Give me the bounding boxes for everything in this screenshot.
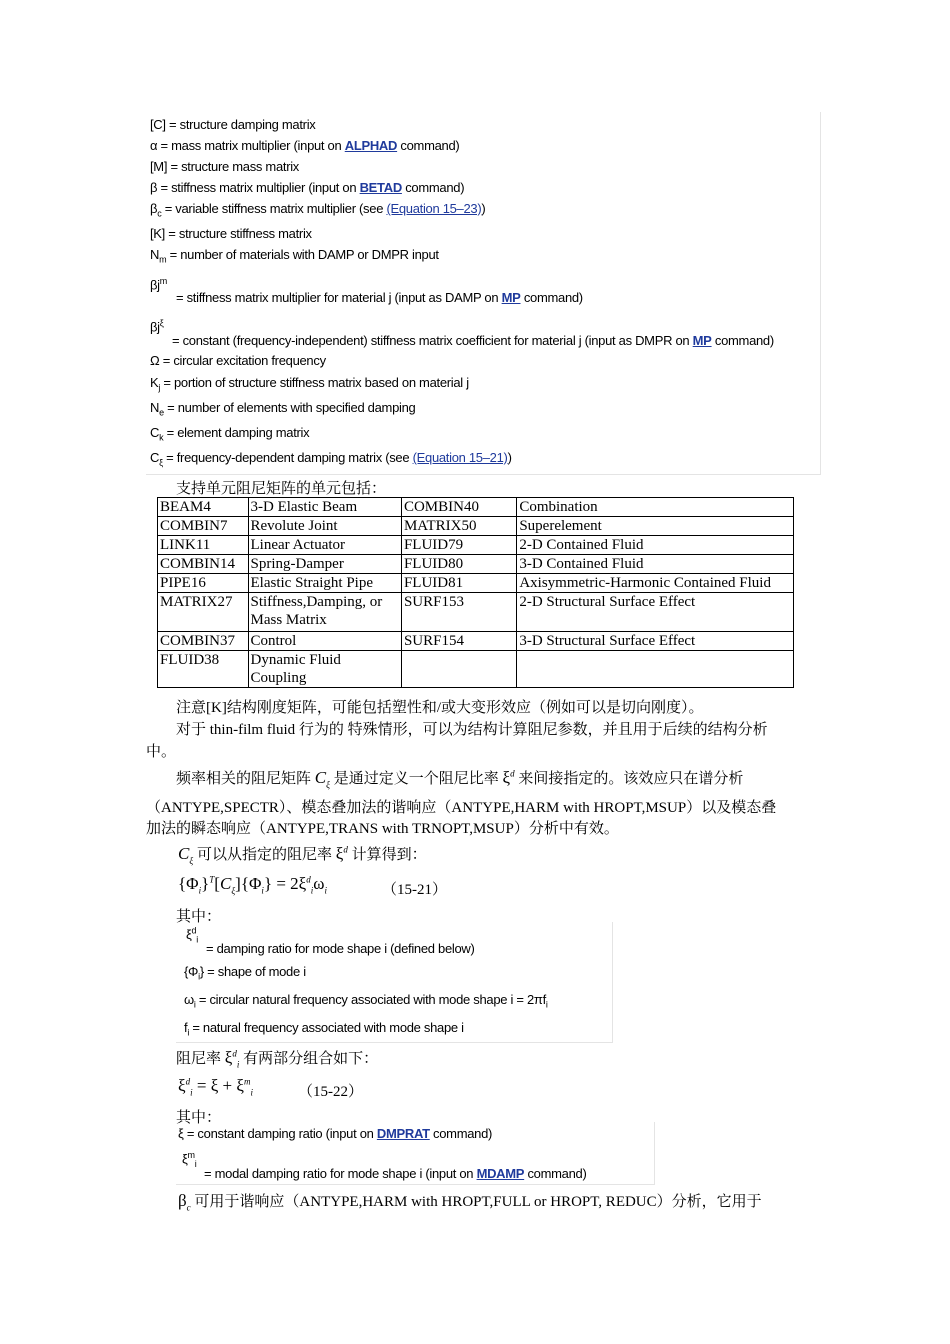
freq-paragraph-3: 加法的瞬态响应（ANTYPE,TRANS with TRNOPT,MSUP）分析中有效。 [146,821,619,837]
def-text: = number of materials with DAMP or DMPR input [166,247,439,262]
table-row [158,651,794,688]
equation-15-21-label: （15-21） [382,882,447,898]
def-text: = constant (frequency-independent) stiffness matrix coefficient for material j (input as DMPR on [172,333,693,348]
xi-d-symbol-2: $\xi^d$ [335,844,348,863]
def-text: command) [401,180,465,195]
def-text: C [150,425,160,440]
def-line [150,226,312,241]
table-cell: Spring-Damper [248,555,401,574]
table-cell: 3-D Structural Surface Effect [517,632,794,651]
def-text: j [158,382,161,393]
def-text: ξ [159,318,164,328]
table-cell: Elastic Straight Pipe [248,574,401,593]
table-cell: FLUID38 [158,651,249,688]
def-xi-m-text: = modal damping ratio for mode shape i (input on MDAMP command) [204,1166,587,1181]
freq-text-c: 来间接指定的。该效应只在谱分析 [518,771,744,787]
def-text: m [159,254,167,265]
table-cell: COMBIN14 [158,555,249,574]
table-cell: Superelement [517,517,794,536]
table-cell: 3-D Elastic Beam [248,498,401,517]
table-row [158,498,794,517]
def-text: [M] = structure mass matrix [150,159,300,174]
def-text: [K] = structure stiffness matrix [150,226,312,241]
table-cell: LINK11 [158,536,249,555]
def-line [150,400,415,418]
freq-paragraph-2: （ANTYPE,SPECTR）、模态叠加法的谐响应（ANTYPE,HARM with HROPT,MSUP）以及模态叠 [146,800,777,816]
table-cell [401,651,516,688]
table-row [158,632,794,651]
table-cell: Revolute Joint [248,517,401,536]
def-text: m [159,276,167,286]
equation-15-22: $\xi^d_i = \xi + \xi^m_i$ [178,1076,253,1098]
def-line [150,318,164,334]
def-text: N [150,400,160,415]
def-line [150,117,315,132]
table-cell [517,651,794,688]
table-intro: 支持单元阻尼矩阵的单元包括： [176,481,387,497]
where-label-1: 其中： [176,909,222,925]
def-line [172,333,774,348]
def-omega: $\omega_i$ = circular natural frequency associated with mode shape $i = 2\pi f_i$ [184,992,548,1010]
equation-15-22-label: （15-22） [298,1084,363,1100]
freq-text-b: 是通过定义一个阻尼比率 [333,771,499,787]
equation-15-21: $\{\Phi_i\}^T[C_\xi]\{\Phi_i\} = 2\xi^d_i\omega_i$ [178,874,327,896]
command-link[interactable]: ALPHAD [344,138,398,153]
xi-d-i-symbol: $\xi^d_i$ [224,1048,240,1070]
def-text: β [150,201,158,216]
table-cell: COMBIN37 [158,632,249,651]
c-xi-symbol: $C_\xi$ [314,768,330,790]
table-cell: MATRIX27 [158,593,249,632]
def-xi-constant: ξ = constant damping ratio (input on DMPRAT command) [178,1126,493,1141]
def-text: = stiffness matrix multiplier for material j (input as DAMP on [176,290,502,305]
def-line [150,159,299,174]
command-link[interactable]: (Equation 15–21) [412,450,508,465]
def-f: $f_i$ = natural frequency associated with mode shape i [184,1020,464,1038]
def-text: C [150,450,160,465]
calc-text-2: 计算得到： [351,847,427,863]
beta-c-line [178,1190,762,1212]
def-text: ) [481,201,486,216]
table-row [158,536,794,555]
thin-film-paragraph-1: 对于 thin-film fluid 行为的 特殊情形，可以为结构计算阻尼参数，并且用于后续的结构分析 [176,722,768,738]
table-cell: Combination [517,498,794,517]
def-text: N [150,247,160,262]
def-text: c [157,208,162,219]
def-text: = frequency-dependent damping matrix (see [162,450,413,465]
def-xi-m: $\xi^m_i$ [182,1150,197,1169]
table-cell: Linear Actuator [248,536,401,555]
def-text: β = stiffness matrix multiplier (input on [150,180,360,195]
def-text: ξ [159,457,163,468]
def-line [150,138,459,153]
def-line [150,180,464,195]
def-text: = element damping matrix [163,425,310,440]
command-link[interactable]: MP [501,290,521,305]
def-xi-d-text: = damping ratio for mode shape i (defined below) [206,941,475,956]
element-table [157,497,794,688]
table-cell: COMBIN40 [401,498,516,517]
def-text: Ω = circular excitation frequency [150,353,326,368]
beta-c-symbol: $\beta_c$ [178,1191,191,1213]
def-text: k [159,432,164,443]
table-cell: Dynamic Fluid Coupling [248,651,401,688]
table-cell: FLUID80 [401,555,516,574]
c-xi-symbol-2: $C_\xi$ [178,844,194,866]
table-row [158,593,794,632]
table-cell: SURF154 [401,632,516,651]
freq-paragraph-1 [176,767,743,789]
def-text: e [159,407,164,418]
table-row [158,517,794,536]
calc-line [178,843,427,865]
ratio-text-1: 阻尼率 [176,1051,222,1067]
freq-text-a: 频率相关的阻尼矩阵 [176,771,312,787]
def-text: command) [520,290,583,305]
table-row [158,555,794,574]
table-cell: COMBIN7 [158,517,249,536]
def-phi: $\{\Phi_i\}$ = shape of mode i [184,964,306,982]
table-cell: FLUID79 [401,536,516,555]
def-line [150,450,512,468]
table-cell: PIPE16 [158,574,249,593]
def-text: [C] = structure damping matrix [150,117,316,132]
table-cell: Axisymmetric-Harmonic Contained Fluid [517,574,794,593]
table-row [158,574,794,593]
table-cell: Control [248,632,401,651]
dmprat-link[interactable]: DMPRAT [376,1126,430,1141]
def-text: command) [711,333,774,348]
command-link[interactable]: MP [692,333,712,348]
where-label-2: 其中： [176,1110,222,1126]
ratio-text-2: 有两部分组合如下： [243,1051,379,1067]
table-cell: 2-D Contained Fluid [517,536,794,555]
mdamp-link[interactable]: MDAMP [476,1166,525,1181]
def-text: βj [150,319,160,335]
def-line [176,290,583,305]
note-paragraph: 注意[K]结构刚度矩阵，可能包括塑性和/或大变形效应（例如可以是切向刚度）。 [176,700,704,716]
table-cell: FLUID81 [401,574,516,593]
def-xi-d: $\xi^d_i$ [186,926,198,945]
def-text: ) [507,450,512,465]
command-link[interactable]: BETAD [359,180,402,195]
xi-d-symbol: $\xi^d$ [502,768,515,787]
def-line [150,247,439,265]
calc-text: 可以从指定的阻尼率 [196,847,332,863]
table-cell: SURF153 [401,593,516,632]
table-cell: BEAM4 [158,498,249,517]
def-text: = number of elements with specified damping [163,400,416,415]
def-text: α = mass matrix multiplier (input on [150,138,345,153]
ratio-line [176,1047,378,1069]
def-text: = variable stiffness matrix multiplier (see [161,201,387,216]
def-text: command) [397,138,460,153]
def-line [150,353,326,368]
def-line [150,201,485,219]
command-link[interactable]: (Equation 15–23) [386,201,482,216]
table-cell: 2-D Structural Surface Effect [517,593,794,632]
beta-c-text: 可用于谐响应（ANTYPE,HARM with HROPT,FULL or HROPT, REDUC）分析，它用于 [194,1194,762,1210]
def-line [150,375,469,393]
table-cell: MATRIX50 [401,517,516,536]
def-text: βj [150,277,160,293]
def-text: = portion of structure stiffness matrix based on material j [160,375,469,390]
thin-film-paragraph-2: 中。 [146,744,177,760]
def-line [150,276,167,292]
table-cell: Stiffness,Damping, or Mass Matrix [248,593,401,632]
def-text: K [150,375,159,390]
def-line [150,425,309,443]
table-cell: 3-D Contained Fluid [517,555,794,574]
